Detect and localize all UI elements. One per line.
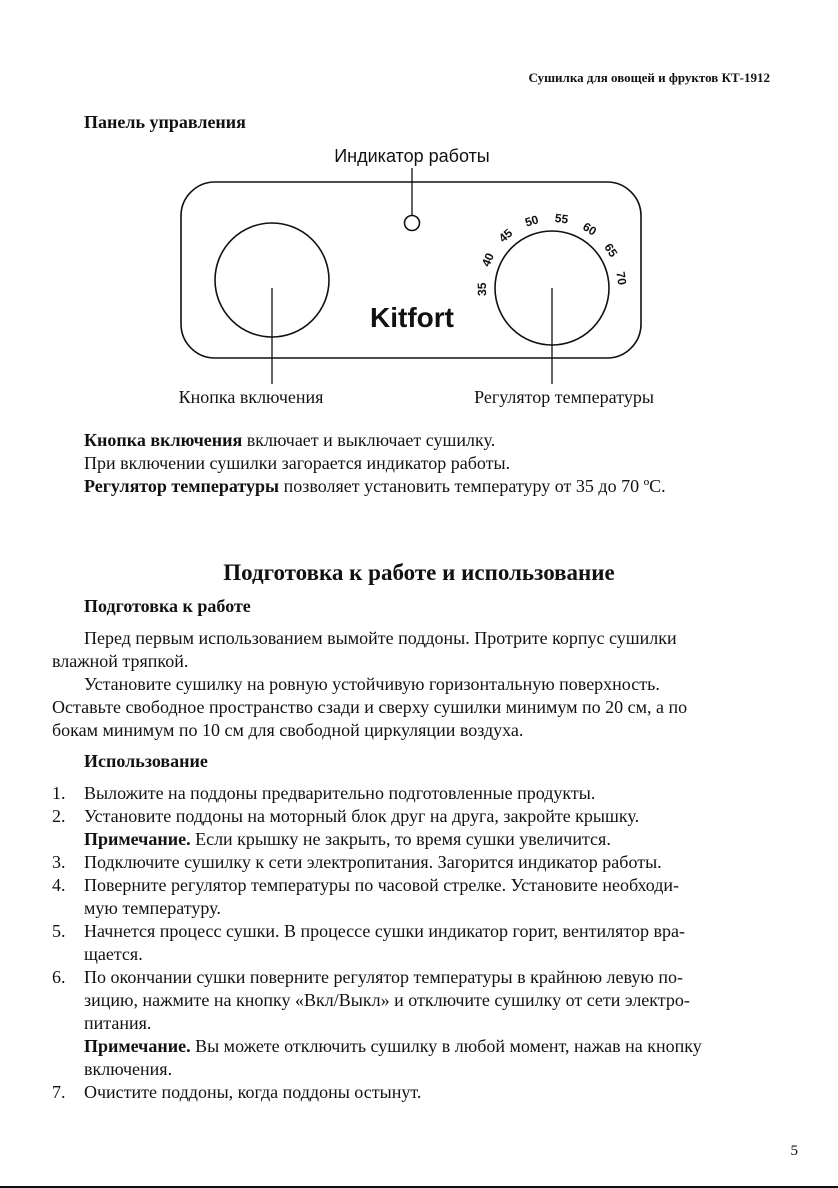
list-item: 1. Выложите на поддоны предварительно подготовленные продукты. [52, 783, 596, 803]
dial-mark-60: 60 [580, 219, 600, 239]
power-button-label: Кнопка включения [178, 387, 324, 407]
brand-logo: Kitfort [370, 302, 454, 333]
list-item: 4. Поверните регулятор температуры по часовой стрелке. Установите необходи- мую температуру. [52, 875, 680, 918]
indicator-label: Индикатор работы [334, 146, 490, 166]
usage-heading: Использование [84, 751, 208, 771]
preparation-text: Перед первым использованием вымойте поддоны. Протрите корпус сушилки влажной тряпкой. Установите сушилку на ровную устойчивую горизонтальную поверхность. Оставьте свободное пространство сзади и сверху сушилки минимум по 20 см, а по бокам минимум по 10 см для свободной циркуляции воздуха. [52, 628, 688, 740]
panel-description: Кнопка включения включает и выключает сушилку. При включении сушилки загорается индикатор работы. Регулятор температуры позволяет установить температуру от 35 до 70 ºС. [84, 430, 666, 496]
dial-mark-50: 50 [523, 212, 541, 230]
panel-heading: Панель управления [84, 112, 246, 132]
note-label: Примечание. [84, 1036, 191, 1056]
running-header: Сушилка для овощей и фруктов КТ-1912 [528, 70, 770, 85]
list-item: 2. Установите поддоны на моторный блок друг на друга, закройте крышку. Примечание. Если крышку не закрыть, то время сушки увеличится. [52, 806, 640, 849]
dial-mark-65: 65 [601, 240, 621, 260]
dial-mark-55: 55 [554, 210, 570, 227]
dial-mark-35: 35 [474, 282, 490, 297]
list-item: 3. Подключите сушилку к сети электропитания. Загорится индикатор работы. [52, 852, 662, 872]
regulator-label: Регулятор температуры [474, 387, 654, 407]
section-title: Подготовка к работе и использование [223, 560, 615, 585]
power-button-term: Кнопка включения [84, 430, 243, 450]
dial-mark-70: 70 [613, 270, 630, 286]
list-item: 6. По окончании сушки поверните регулятор температуры в крайнюю левую по- зицию, нажмите на кнопку «Вкл/Выкл» и отключите сушилку от сети электро- питания. Примечание. Вы можете отключить сушилку в любой момент, нажав на кнопку включения. [52, 967, 702, 1079]
indicator-light [405, 216, 420, 231]
dial-scale [475, 211, 629, 296]
dial-mark-40: 40 [478, 250, 497, 269]
list-item: 5. Начнется процесс сушки. В процессе сушки индикатор горит, вентилятор вра- щается. [52, 921, 686, 964]
dial-mark-45: 45 [495, 225, 516, 246]
usage-steps [52, 782, 782, 1104]
control-panel-diagram [0, 0, 838, 420]
list-item: 7. Очистите поддоны, когда поддоны остынут. [52, 1082, 422, 1102]
regulator-term: Регулятор температуры [84, 476, 280, 496]
page-number: 5 [790, 1143, 798, 1159]
note-label: Примечание. [84, 829, 191, 849]
preparation-heading: Подготовка к работе [84, 596, 251, 616]
